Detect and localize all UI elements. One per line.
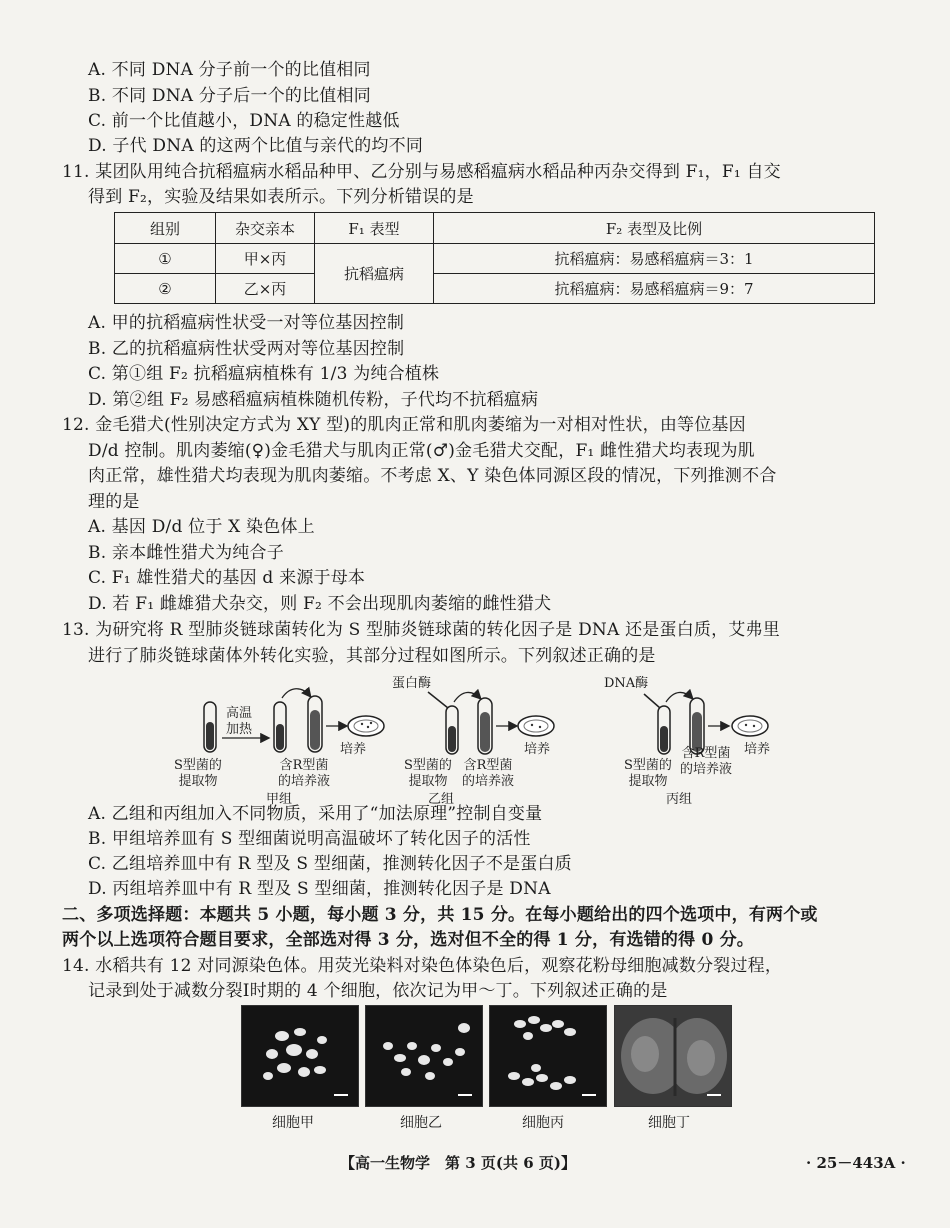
- q13-option-d: D. 丙组培养皿中有 R 型及 S 型细菌，推测转化因子是 DNA: [88, 879, 551, 899]
- q11-option-b: B. 乙的抗稻瘟病性状受两对等位基因控制: [88, 339, 405, 359]
- q13-option-b: B. 甲组培养皿有 S 型细菌说明高温破坏了转化因子的活性: [88, 829, 531, 849]
- heat-label: 高温 加热: [226, 706, 253, 737]
- q14-stem-cont: 记录到处于减数分裂Ⅰ时期的 4 个细胞，依次记为甲～丁。下列叙述正确的是: [88, 981, 668, 1001]
- group-a-label: 甲组: [266, 792, 293, 807]
- cell-parents: 甲×丙: [216, 244, 315, 274]
- q12-stem-cont: 肉正常，雄性猎犬均表现为肌肉萎缩。不考虑 X、Y 染色体同源区段的情况，下列推测不合: [88, 466, 777, 486]
- dnase-dropper: [644, 694, 660, 708]
- q11-option-c: C. 第①组 F₂ 抗稻瘟病植株有 1/3 为纯合植株: [88, 364, 440, 384]
- petri-dish: [348, 716, 384, 736]
- q10-option-b: B. 不同 DNA 分子后一个的比值相同: [88, 86, 371, 106]
- s-extract-label-c: S型菌的 提取物: [624, 758, 672, 789]
- petri-dish: [518, 716, 554, 736]
- header-group: 组别: [115, 213, 216, 244]
- q12-option-d: D. 若 F₁ 雌雄猎犬杂交，则 F₂ 不会出现肌肉萎缩的雌性猎犬: [88, 594, 552, 614]
- caption-cell-b: 细胞乙: [400, 1115, 442, 1131]
- q13-option-a: A. 乙组和丙组加入不同物质，采用了“加法原理”控制自变量: [88, 804, 543, 824]
- tube-contents: [448, 726, 456, 752]
- q13-stem-cont: 进行了肺炎链球菌体外转化实验，其部分过程如图所示。下列叙述正确的是: [88, 646, 656, 666]
- header-parents: 杂交亲本: [216, 213, 315, 244]
- footer-code: · 25－443A ·: [806, 1154, 906, 1172]
- q10-option-d: D. 子代 DNA 的这两个比值与亲代的均不同: [88, 136, 424, 156]
- q12-option-b: B. 亲本雌性猎犬为纯合子: [88, 543, 284, 563]
- q11-results-table: [114, 212, 875, 304]
- culture-label-a: 培养: [340, 742, 367, 757]
- micrograph-cell-d: [614, 1005, 732, 1107]
- micrograph-cell-a: [241, 1005, 359, 1107]
- q10-option-c: C. 前一个比值越小，DNA 的稳定性越低: [88, 111, 400, 131]
- cell-parents: 乙×丙: [216, 274, 315, 304]
- header-f2: F₂ 表型及比例: [434, 213, 875, 244]
- q10-option-a: A. 不同 DNA 分子前一个的比值相同: [88, 60, 371, 80]
- caption-cell-d: 细胞丁: [648, 1115, 690, 1131]
- q12-stem-cont: D/d 控制。肌肉萎缩(♀)金毛猎犬与肌肉正常(♂)金毛猎犬交配，F₁ 雌性猎犬均表现为肌: [88, 441, 755, 461]
- section2-instructions: 二、多项选择题：本题共 5 小题，每小题 3 分，共 15 分。在每小题给出的四个选项中，有两个或: [62, 905, 818, 925]
- section2-instructions-cont: 两个以上选项符合题目要求，全部选对得 3 分，选对但不全的得 1 分，有选错的得 0 分。: [62, 930, 754, 950]
- tube-contents: [660, 726, 668, 752]
- s-extract-label-b: S型菌的 提取物: [404, 758, 452, 789]
- q11-stem: 11. 某团队用纯合抗稻瘟病水稻品种甲、乙分别与易感稻瘟病水稻品种丙杂交得到 F₁，F₁ 自交: [62, 162, 781, 182]
- bleed-through-text: [520, 58, 525, 76]
- protease-label: 蛋白酶: [392, 676, 432, 691]
- cell-f2: 抗稻瘟病：易感稻瘟病＝9：7: [434, 274, 875, 304]
- q11-stem-cont: 得到 F₂，实验及结果如表所示。下列分析错误的是: [88, 187, 474, 207]
- transfer-arrow: [454, 692, 480, 702]
- q13-option-c: C. 乙组培养皿中有 R 型及 S 型细菌，推测转化因子不是蛋白质: [88, 854, 572, 874]
- table-row: [115, 244, 875, 274]
- dnase-label: DNA酶: [604, 676, 649, 691]
- tube-contents: [310, 710, 320, 750]
- transfer-arrow: [666, 692, 692, 702]
- q13-stem: 13. 为研究将 R 型肺炎链球菌转化为 S 型肺炎链球菌的转化因子是 DNA 还是蛋白质，艾弗里: [62, 620, 780, 640]
- q12-option-c: C. F₁ 雄性猎犬的基因 d 来源于母本: [88, 568, 366, 588]
- cell-group: ②: [115, 274, 216, 304]
- caption-cell-a: 细胞甲: [272, 1115, 314, 1131]
- group-c-label: 丙组: [666, 792, 693, 807]
- s-extract-label-a: S型菌的 提取物: [174, 758, 222, 789]
- tube-contents: [206, 722, 214, 750]
- q14-stem: 14. 水稻共有 12 对同源染色体。用荧光染料对染色体染色后，观察花粉母细胞减数分裂过程，: [62, 956, 783, 976]
- header-f1: F₁ 表型: [315, 213, 434, 244]
- culture-label-c: 培养: [744, 742, 771, 757]
- q11-option-d: D. 第②组 F₂ 易感稻瘟病植株随机传粉，子代均不抗稻瘟病: [88, 390, 539, 410]
- caption-cell-c: 细胞丙: [522, 1115, 564, 1131]
- transfer-arrow: [282, 689, 310, 698]
- protease-dropper: [428, 692, 448, 708]
- micrograph-cell-b: [365, 1005, 483, 1107]
- r-medium-label-c: 含R型菌 的培养液: [680, 746, 733, 777]
- r-medium-label-b: 含R型菌 的培养液: [462, 758, 515, 789]
- micrograph-cell-c: [489, 1005, 607, 1107]
- culture-label-b: 培养: [524, 742, 551, 757]
- r-medium-label-a: 含R型菌 的培养液: [278, 758, 331, 789]
- petri-dish: [732, 716, 768, 736]
- q11-option-a: A. 甲的抗稻瘟病性状受一对等位基因控制: [88, 313, 405, 333]
- transformation-experiment-figure: [166, 676, 806, 807]
- tube-contents: [276, 724, 284, 750]
- footer-page-info: 【高一生物学 第 3 页(共 6 页)】: [340, 1154, 576, 1172]
- q12-stem: 12. 金毛猎犬(性别决定方式为 XY 型)的肌肉正常和肌肉萎缩为一对相对性状，由等位基因: [62, 415, 746, 435]
- table-header-row: [115, 213, 875, 244]
- table-row: [115, 274, 875, 304]
- q12-stem-cont: 理的是: [88, 492, 140, 512]
- cell-group: ①: [115, 244, 216, 274]
- cell-f2: 抗稻瘟病：易感稻瘟病＝3：1: [434, 244, 875, 274]
- q12-option-a: A. 基因 D/d 位于 X 染色体上: [88, 517, 315, 537]
- cell-f1-shared: 抗稻瘟病: [315, 244, 434, 304]
- tube-contents: [480, 712, 490, 752]
- group-b-label: 乙组: [428, 792, 455, 807]
